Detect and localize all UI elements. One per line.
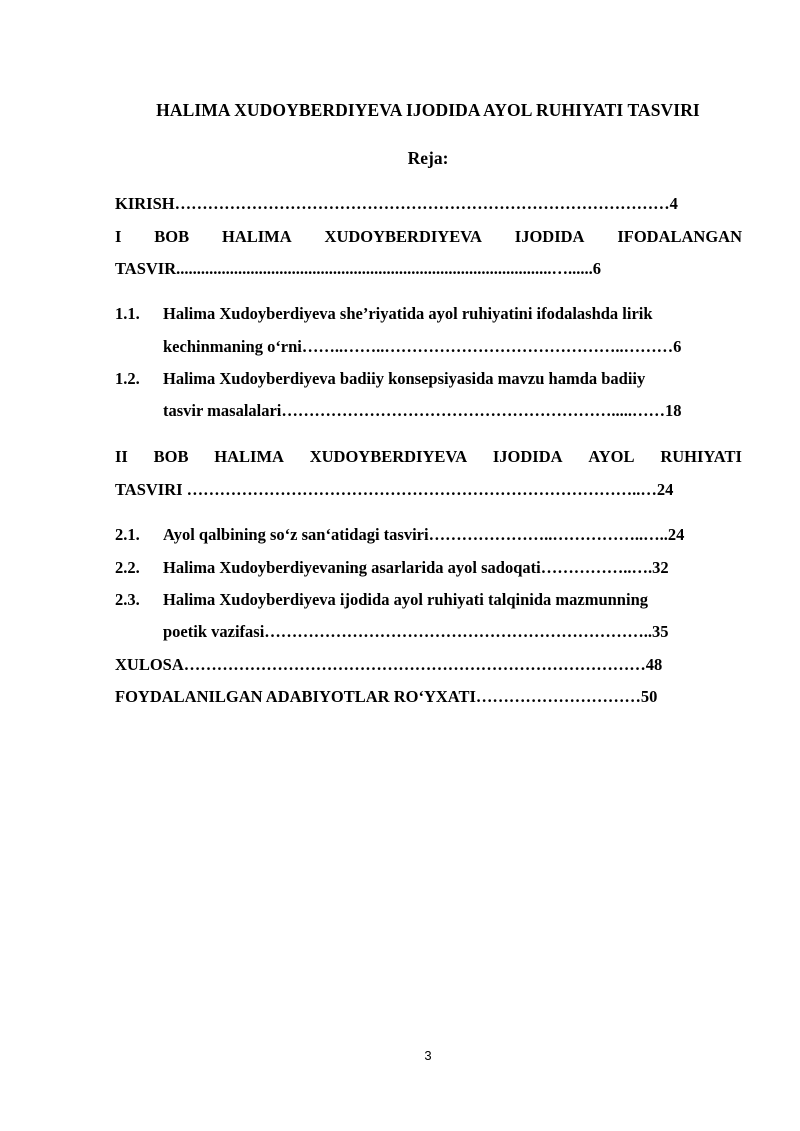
toc-section-1-1-line1: Halima Xudoyberdiyeva she’riyatida ayol ruhiyatini ifodalashda lirik — [163, 304, 653, 323]
toc-kirish: KIRISH………………………………………………………………………………4 — [115, 194, 678, 213]
toc-section-1-2-line2: tasvir masalalari…………………………………………………….....……18 — [163, 401, 682, 420]
toc-section-number: 1.1. — [115, 304, 140, 323]
toc-chapter1-line1 — [115, 227, 742, 247]
toc-chapter1-word: IFODALANGAN — [617, 227, 742, 246]
toc-chapter2-line2: TASVIRI ………………………………………………………………………..…24 — [115, 480, 674, 499]
toc-chapter2-word: HALIMA — [214, 447, 284, 466]
toc-chapter2-word: II — [115, 447, 128, 466]
toc-section-number: 1.2. — [115, 369, 140, 388]
toc-chapter2-line1 — [115, 447, 742, 467]
toc-section-number: 2.1. — [115, 525, 140, 544]
toc-chapter1-word: IJODIDA — [514, 227, 585, 246]
toc-section-number: 2.2. — [115, 558, 140, 577]
toc-section-2-3-line2: poetik vazifasi……………………………………………………………..35 — [163, 622, 669, 641]
toc-chapter1-word: XUDOYBERDIYEVA — [324, 227, 482, 246]
toc-chapter2-word: XUDOYBERDIYEVA — [309, 447, 468, 466]
plan-heading: Reja: — [407, 148, 449, 168]
toc-chapter1-word: I — [115, 227, 122, 246]
toc-chapter2-word: IJODIDA — [492, 447, 563, 466]
page-number: 3 — [424, 1048, 432, 1063]
toc-chapter2-word: AYOL — [588, 447, 635, 466]
toc-chapter1-word: BOB — [154, 227, 190, 246]
toc-section-2-1: Ayol qalbining so‘z san‘atidagi tasviri…………………..……………..…..24 — [163, 525, 685, 544]
toc-section-2-3-line1: Halima Xudoyberdiyeva ijodida ayol ruhiyati talqinida mazmunning — [163, 590, 648, 609]
toc-chapter1-line2: TASVIR...........................................................................................…......6 — [115, 259, 602, 278]
toc-chapter2-word: RUHIYATI — [660, 447, 742, 466]
toc-xulosa: XULOSA…………………………………………………………………………48 — [115, 655, 663, 674]
document-title: HALIMA XUDOYBERDIYEVA IJODIDA AYOL RUHIYATI TASVIRI — [156, 100, 700, 120]
toc-adabiyotlar: FOYDALANILGAN ADABIYOTLAR RO‘YXATI…………………………50 — [115, 687, 658, 706]
toc-section-number: 2.3. — [115, 590, 140, 609]
toc-section-2-2: Halima Xudoyberdiyevaning asarlarida ayol sadoqati……………..….32 — [163, 558, 669, 577]
toc-chapter2-word: BOB — [153, 447, 189, 466]
toc-section-1-1-line2: kechinmaning o‘rni……..……..……………………………………..………6 — [163, 337, 682, 356]
toc-section-1-2-line1: Halima Xudoyberdiyeva badiiy konsepsiyasida mavzu hamda badiiy — [163, 369, 646, 388]
toc-chapter1-word: HALIMA — [222, 227, 292, 246]
